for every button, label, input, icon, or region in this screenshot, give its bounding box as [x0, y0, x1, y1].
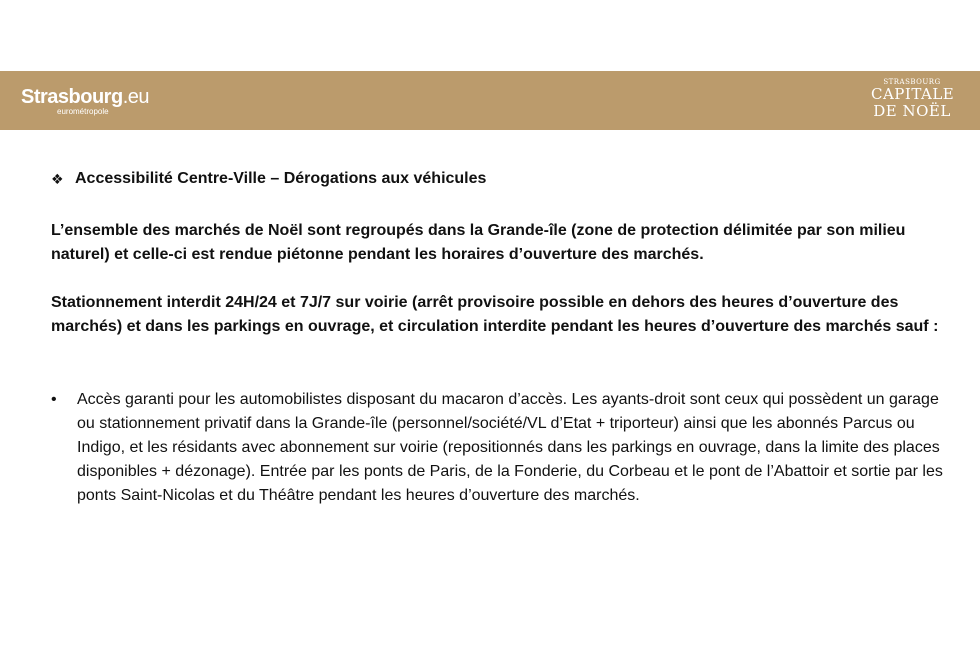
bullet-text: Accès garanti pour les automobilistes disposant du macaron d’accès. Les ayants-droit sont ceux qui possèdent un garage ou stationnement privatif dans la Grande-île (personnel/société/VL d’Etat + triporteur) ainsi que les abonnés Parcus ou Indigo, et les résidants avec abonnement sur voirie (repositionnés dans les parkings en ouvrage, dans la limite des places disponibles + dézonage). Entrée par les ponts de Paris, de la Fonderie, du Corbeau et le pont de l’Abattoir et sortie par les ponts Saint-Nicolas et du Théâtre pendant les heures d’ouverture des marchés.	[77, 391, 943, 504]
paragraph-parking: Stationnement interdit 24H/24 et 7J/7 sur voirie (arrêt provisoire possible en dehors des heures d’ouverture des marchés) et dans les parkings en ouvrage, et circulation interdite pendant les heures d’ouverture des marchés sauf :	[51, 294, 939, 335]
capitale-de-noel-logo	[871, 78, 953, 120]
bullet-dot-icon: •	[51, 391, 57, 408]
bullet-list-item	[51, 388, 956, 508]
section-heading	[51, 167, 956, 191]
slide-content	[51, 167, 956, 504]
logo-sub-text: eurométropole	[57, 107, 109, 116]
logo-right-small: STRASBOURG	[883, 78, 941, 86]
logo-main-name: Strasbourg	[21, 86, 123, 108]
section-title: Accessibilité Centre-Ville – Dérogations aux véhicules	[75, 170, 487, 187]
logo-right-line2: DE NOËL	[873, 102, 951, 120]
logo-main-text	[21, 87, 149, 107]
paragraph-intro: L’ensemble des marchés de Noël sont regroupés dans la Grande-île (zone de protection délimitée par son milieu naturel) et celle-ci est rendue piétonne pendant les horaires d’ouverture des marchés.	[51, 222, 906, 263]
strasbourg-eu-logo	[21, 87, 149, 117]
diamond-bullet-icon: ❖	[51, 170, 64, 187]
logo-right-line1: CAPITALE	[871, 85, 955, 103]
header-banner	[0, 71, 980, 130]
logo-main-suffix: .eu	[122, 86, 149, 108]
